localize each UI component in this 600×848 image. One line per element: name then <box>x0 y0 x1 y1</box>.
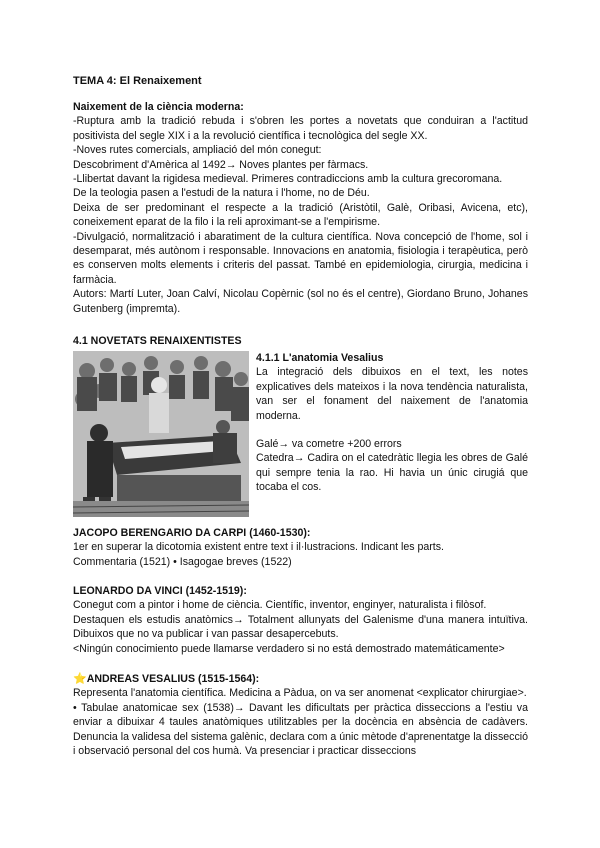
paragraph: Commentaria (1521) • Isagogae breves (1522) <box>73 555 292 568</box>
paragraph: Galé→ va cometre +200 errors <box>256 438 402 451</box>
paragraph: Representa l'anatomia científica. Medicina a Pàdua, on va ser anomenat <explicator chirurgiae>. <box>73 687 527 700</box>
paragraph: Descobriment d'Amèrica al 1492→ Noves plantes per fàrmacs. <box>73 158 369 171</box>
section-leonardo <box>73 584 528 656</box>
paragraph: 1er en superar la dicotomia existent entre text i il·lustracions. Indicant les parts. <box>73 541 444 554</box>
paragraph: Catedra→ Cadira on el catedràtic llegia les obres de Galé qui sempre tenia la rao. Hi havia un únic cirugiá que tocaba el cos. <box>256 452 528 494</box>
paragraph: • Tabulae anatomicae sex (1538)→ Davant les dificultats per pràctica disseccions a l'estiu va enviar a dibuixar 4 taules anatòmiques utilitzables per la docència en absència de cadàvers. Denuncia la validesa del sistema galènic, declara com a únic mètode d'aprenentatge la dissecció i observació personal del cos humà. Va presenciar i practicar disseccions <box>73 701 528 758</box>
paragraph: Conegut com a pintor i home de ciència. Científic, inventor, enginyer, naturalista i filòsof. <box>73 599 487 612</box>
spacer <box>256 423 528 437</box>
heading-text: ANDREAS VESALIUS (1515-1564): <box>86 673 260 685</box>
section-heading: Naixement de la ciència moderna: <box>73 101 244 113</box>
anatomy-lesson-engraving <box>73 351 249 517</box>
section-vesalius <box>73 672 528 758</box>
subsection-heading: 4.1.1 L'anatomia Vesalius <box>256 352 384 364</box>
paragraph: -Ruptura amb la tradició rebuda i s'obren les portes a novetats que conduiran a l'actitud positivista del segle XIX i a la revolució científica i tecnològica del segle XX. <box>73 115 528 142</box>
star-icon: ⭐ <box>73 673 87 685</box>
section-heading: JACOPO BERENGARIO DA CARPI (1460-1530): <box>73 527 311 539</box>
paragraph: La integració dels dibuixos en el text, les notes explicatives dels mateixos i la nova tendència naturalista, van ser el fonament del naixement de l'anatomia moderna. <box>256 366 528 422</box>
section-carpi <box>73 526 528 569</box>
document-title: TEMA 4: El Renaixement <box>73 75 202 87</box>
section-heading <box>73 672 528 686</box>
paragraph: -Divulgació, normalització i abaratiment de la cultura científica. Nova concepció de l'home, sol i desemparat, més autònom i responsable. Innovacions en anatomia, fisiologia i terapèutica, però es conserven molts elements i criteris del passat. També en epidemiologia, cirurgia, medicina i farmàcia. <box>73 230 528 286</box>
section-heading: LEONARDO DA VINCI (1452-1519): <box>73 585 247 597</box>
paragraph: Destaquen els estudis anatòmics→ Totalment allunyats del Galenisme d'una manera intuïtiva. Dibuixos que no va publicar i van passar desapercebuts. <box>73 613 528 641</box>
subsection-vesalius-anatomy <box>256 351 528 495</box>
section-naixement <box>73 100 528 316</box>
paragraph: -Noves rutes comercials, ampliació del món conegut: <box>73 144 322 157</box>
paragraph: Deixa de ser predominant el respecte a la tradició (Aristòtil, Galè, Oribasi, Avicena, etc), coneixement eparat de la filo i la reli aproximant-se a l'empirisme. <box>73 201 528 229</box>
paragraph: De la teologia pasen a l'estudi de la natura i l'home, no de Déu. <box>73 187 370 200</box>
paragraph: Autors: Martí Luter, Joan Calví, Nicolau Copèrnic (sol no és el centre), Giordano Bruno, Johanes Gutenberg (impremta). <box>73 288 528 315</box>
paragraph: -Llibertat davant la rigidesa medieval. Primeres contradiccions amb la cultura grecoromana. <box>73 173 503 186</box>
paragraph: <Ningún conocimiento puede llamarse verdadero si no está demostrado matemáticamente> <box>73 642 505 655</box>
section-heading-novetats: 4.1 NOVETATS RENAIXENTISTES <box>73 335 242 347</box>
